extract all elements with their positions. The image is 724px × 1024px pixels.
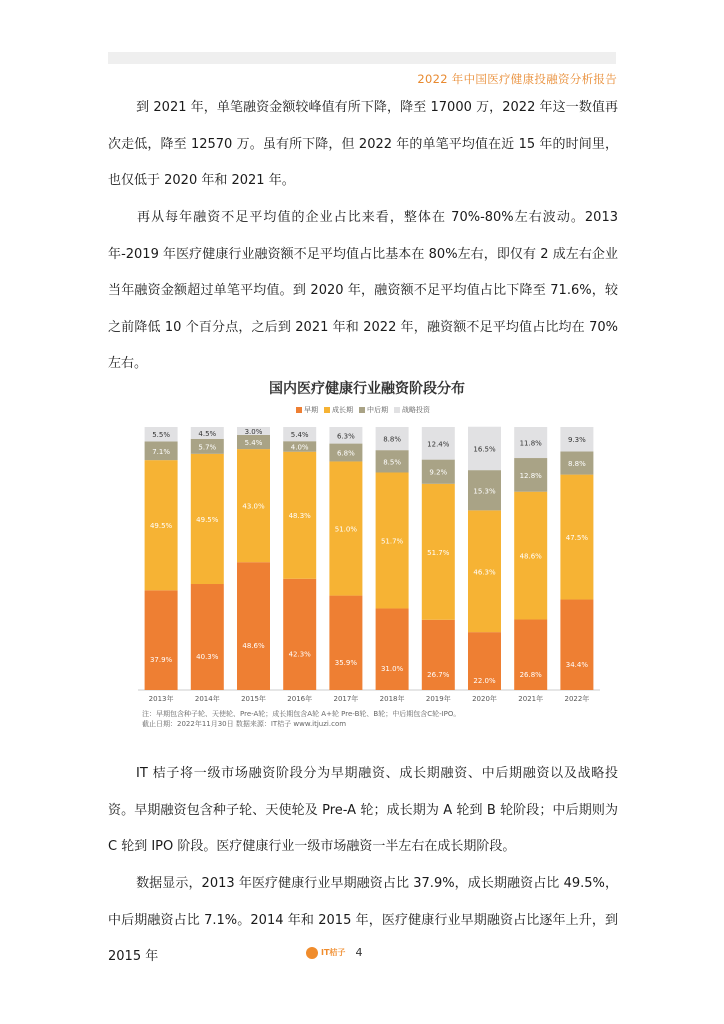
chart-legend: [296, 405, 430, 415]
footer-logo-text: IT桔子: [321, 948, 346, 957]
x-tick-label: 2013年: [148, 695, 174, 703]
data-label: 12.8%: [519, 471, 542, 480]
data-label: 51.0%: [334, 525, 358, 534]
data-label: 43.0%: [242, 502, 265, 511]
legend-swatch-early: [296, 407, 302, 413]
chart-title: 国内医疗健康行业融资阶段分布: [269, 381, 465, 397]
data-label: 9.2%: [429, 468, 448, 477]
x-tick-label: 2016年: [287, 695, 313, 703]
bar-segment: [560, 600, 593, 690]
x-tick-label: 2021年: [518, 695, 544, 703]
chart-canvas: [130, 372, 604, 722]
data-label: 4.5%: [198, 429, 217, 438]
bar-segment: [237, 562, 270, 690]
legend-item-growth: [324, 405, 353, 415]
x-tick-label: 2022年: [564, 695, 590, 703]
data-label: 8.8%: [568, 460, 586, 469]
chart-note-line-2: 截止日期：2022年11月30日 数据来源：IT桔子 www.itjuzi.com: [142, 720, 347, 728]
data-label: 51.7%: [427, 548, 450, 557]
legend-item-early: [296, 405, 318, 415]
footer-logo: [306, 947, 345, 959]
data-label: 6.8%: [337, 449, 355, 458]
legend-label-late: 中后期: [367, 406, 388, 414]
bar-segment: [191, 584, 224, 690]
legend-label-growth: 成长期: [332, 406, 353, 414]
data-label: 40.3%: [196, 653, 219, 662]
legend-label-early: 早期: [304, 406, 318, 414]
data-label: 22.0%: [473, 677, 496, 686]
bar-segment: [422, 620, 455, 690]
data-label: 47.5%: [565, 534, 589, 543]
data-label: 34.4%: [565, 660, 589, 669]
x-tick-label: 2019年: [425, 695, 451, 703]
legend-item-late: [359, 405, 388, 415]
legend-swatch-strategic: [394, 407, 400, 413]
paragraph-4: [108, 866, 618, 976]
header-bar: [108, 52, 616, 64]
data-label: 16.5%: [473, 445, 496, 454]
data-label: 48.6%: [519, 552, 542, 561]
data-label: 49.5%: [149, 522, 173, 531]
data-label: 12.4%: [427, 440, 450, 449]
data-label: 4.0%: [290, 443, 309, 452]
paragraph-3-text: IT 桔子将一级市场融资阶段分为早期融资、成长期融资、中后期融资以及战略投资。早期融资包含种子轮、天使轮及 Pre-A 轮；成长期为 A 轮到 B 轮阶段；中后期则为 C 轮到 IPO 阶段。医疗健康行业一级市场融资一半左右在成长期阶段。: [108, 766, 618, 854]
data-label: 8.8%: [383, 435, 401, 444]
legend-swatch-growth: [324, 407, 330, 413]
data-label: 6.3%: [337, 432, 355, 441]
data-label: 49.5%: [196, 515, 219, 524]
paragraph-1-text: 到 2021 年，单笔融资金额较峰值有所下降，降至 17000 万，2022 年这一数值再次走低，降至 12570 万。虽有所下降，但 2022 年的单笔平均值在近 15 年的时间里，也仅低于 2020 年和 2021 年。: [108, 100, 618, 188]
page-number: 4: [355, 946, 363, 959]
bar-segment: [376, 608, 409, 690]
x-tick-label: 2017年: [333, 695, 359, 703]
page-footer: [306, 946, 362, 959]
paragraph-2: [108, 200, 618, 383]
data-label: 37.9%: [149, 656, 173, 665]
bar-segment: [329, 596, 362, 690]
data-label: 11.8%: [519, 439, 542, 448]
data-label: 3.0%: [244, 427, 263, 436]
x-tick-label: 2015年: [241, 695, 266, 703]
report-title: 2022 年中国医疗健康投融资分析报告: [417, 72, 617, 86]
data-label: 26.7%: [427, 670, 450, 679]
legend-swatch-late: [359, 407, 365, 413]
data-label: 9.3%: [568, 436, 586, 445]
bar-segment: [514, 620, 547, 690]
paragraph-3: [108, 756, 618, 866]
x-tick-label: 2020年: [472, 695, 497, 703]
data-label: 8.5%: [383, 458, 401, 467]
bar-segment: [283, 579, 316, 690]
data-label: 5.4%: [290, 431, 309, 440]
data-label: 35.9%: [334, 658, 358, 667]
paragraph-2-text: 再从每年融资不足平均值的企业占比来看，整体在 70%-80%左右波动。2013 年-2019 年医疗健康行业融资额不足平均值占比基本在 80%左右，即仅有 2 成左右企业当年融资金额超过单笔平均值。到 2020 年，融资额不足平均值占比下降至 71.6%，较之前降低 10 个百分点，之后到 2021 年和 2022 年，融资额不足平均值占比均在 70%左右。: [108, 210, 618, 371]
data-label: 48.6%: [242, 642, 265, 651]
data-label: 26.8%: [519, 670, 542, 679]
bar-segment: [145, 590, 178, 690]
chart-note: [142, 709, 460, 729]
data-label: 51.7%: [380, 537, 404, 546]
data-label: 5.5%: [152, 431, 170, 440]
chart-note-line-1: 注：早期包含种子轮、天使轮、Pre-A轮；成长期包含A轮 A+轮 Pre-B轮、B轮；中后期包含C轮-IPO。: [142, 710, 461, 718]
data-label: 31.0%: [380, 665, 404, 674]
data-label: 5.4%: [244, 438, 263, 447]
x-tick-label: 2018年: [379, 695, 405, 703]
data-label: 5.7%: [198, 443, 217, 452]
legend-item-strategic: [394, 405, 430, 415]
data-label: 42.3%: [288, 650, 311, 659]
data-label: 15.3%: [473, 487, 496, 496]
orange-logo-icon: [306, 947, 318, 959]
x-tick-label: 2014年: [194, 695, 220, 703]
data-label: 7.1%: [152, 447, 170, 456]
data-label: 46.3%: [473, 568, 496, 577]
stage-distribution-chart: [130, 372, 604, 722]
paragraph-4-text: 数据显示，2013 年医疗健康行业早期融资占比 37.9%，成长期融资占比 49.5%，中后期融资占比 7.1%。2014 年和 2015 年，医疗健康行业早期融资占比逐年上升，到 2015 年: [108, 876, 618, 964]
paragraph-1: [108, 90, 618, 200]
data-label: 48.3%: [288, 512, 311, 521]
legend-label-strategic: 战略投资: [402, 406, 430, 414]
